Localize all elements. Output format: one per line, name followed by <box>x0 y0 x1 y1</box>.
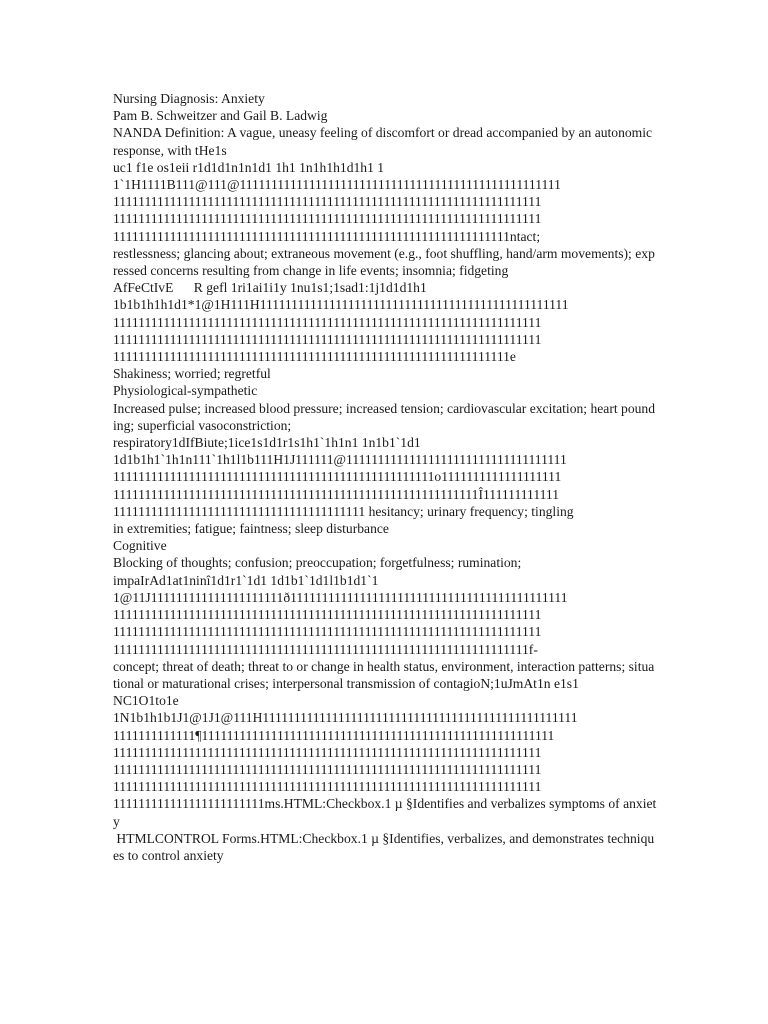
garbled-line: 11111111111111111111111111111111111111111111111111111111111111111111 <box>113 607 542 623</box>
garbled-line: 11111111111111111111111111111111111111111111111111111111111111111111 <box>113 331 542 347</box>
garbled-line: 1b1b1h1h1d1*1@1H111H1111111111111111111111111111111111111111111111111 <box>113 297 569 313</box>
cognitive-characteristics: Blocking of thoughts; confusion; preoccupation; forgetfulness; rumination; <box>113 555 522 571</box>
physiological-characteristics-tail: in extremities; fatigue; faintness; sleep disturbance <box>113 521 389 537</box>
garbled-line: 111111111111111111111111111111111111111111111111111o1111111111111111111 <box>113 469 562 485</box>
garbled-line: 11111111111111111111111111111111111111111111111111111111111111111111 <box>113 761 542 777</box>
affective-heading: AfFeCtIvE R gefl 1ri1ai1i1y 1nu1s1;1sad1:1j1d1d1h1 <box>113 280 427 296</box>
behavioral-characteristics: restlessness; glancing about; extraneous movement (e.g., foot shuffling, hand/arm movements); expressed concerns resulting from change in life events; insomnia; fidgeting <box>113 245 655 279</box>
garbled-line: 1111111111111¶11111111111111111111111111111111111111111111111111111111 <box>113 727 555 743</box>
garbled-line: 1`1H1111B111@111@111111111111111111111111111111111111111111111111111 <box>113 177 561 193</box>
garbled-line: respiratory1dIfBiute;1ice1s1d1r1s1h1`1h1n1 1n1b1`1d1 <box>113 435 421 451</box>
garbled-line: 1N1b1h1b1J1@1J1@111H11111111111111111111111111111111111111111111111111 <box>113 710 578 726</box>
document-title: Nursing Diagnosis: Anxiety <box>113 91 265 106</box>
cognitive-heading: Cognitive <box>113 538 167 554</box>
outcome-item: 111111111111111111111111ms.HTML:Checkbox.1 µ §Identifies and verbalizes symptoms of anxiety <box>113 796 657 829</box>
outcome-item: HTMLCONTROL Forms.HTML:Checkbox.1 µ §Identifies, verbalizes, and demonstrates techniques to control anxiety <box>113 830 655 863</box>
noc-heading: NC1O1to1e <box>113 693 179 709</box>
garbled-line: impaIrAd1at1ninî1d1r1`1d1 1d1b1`1d1l1b1d1`1 <box>113 572 379 588</box>
garbled-line: 11111111111111111111111111111111111111111111111111111111111111111111 <box>113 744 542 760</box>
document-page <box>113 90 658 864</box>
garbled-line: 11111111111111111111111111111111111111111111111111111111111111111111 <box>113 779 542 795</box>
garbled-line: 111111111111111111111111111111111111111111111111111111111111111111f- <box>113 641 538 657</box>
garbled-line: 111111111111111111111111111111111111111111111111111111111111111ntact; <box>113 228 541 244</box>
garbled-line: uc1 f1e os1eii r1d1d1n1n1d1 1h1 1n1h1h1d1h1 1 <box>113 159 385 175</box>
garbled-line: 1d1b1h1`1h1n111`1h1l1b111H1J111111@11111111111111111111111111111111111 <box>113 452 567 468</box>
garbled-line: 11111111111111111111111111111111111111111111111111111111111111111111 <box>113 314 542 330</box>
nanda-definition: NANDA Definition: A vague, uneasy feeling of discomfort or dread accompanied by an autonomic response, with tHe1s <box>113 125 653 158</box>
garbled-line: 1111111111111111111111111111111111111111 hesitancy; urinary frequency; tingling <box>113 503 574 519</box>
garbled-line: 111111111111111111111111111111111111111111111111111111111111111e <box>113 349 516 365</box>
garbled-line: 11111111111111111111111111111111111111111111111111111111111111111111 <box>113 211 542 227</box>
related-factors: concept; threat of death; threat to or change in health status, environment, interaction patterns; situational or maturational crises; interpersonal transmission of contagioN;1uJmAt1n e1s1 <box>113 658 655 691</box>
garbled-line: 11111111111111111111111111111111111111111111111111111111111111111111 <box>113 194 542 210</box>
garbled-line: 11111111111111111111111111111111111111111111111111111111111111111111 <box>113 624 542 640</box>
document-authors: Pam B. Schweitzer and Gail B. Ladwig <box>113 108 328 124</box>
garbled-line: 1@11J111111111111111111111ð11111111111111111111111111111111111111111111 <box>113 589 568 605</box>
physiological-characteristics: Increased pulse; increased blood pressure; increased tension; cardiovascular excitation; heart pounding; superficial vasoconstriction; <box>113 400 656 433</box>
affective-characteristics: Shakiness; worried; regretful <box>113 366 271 382</box>
physiological-heading: Physiological-sympathetic <box>113 383 258 399</box>
garbled-line: 1111111111111111111111111111111111111111111111111111111111Î111111111111 <box>113 486 559 502</box>
